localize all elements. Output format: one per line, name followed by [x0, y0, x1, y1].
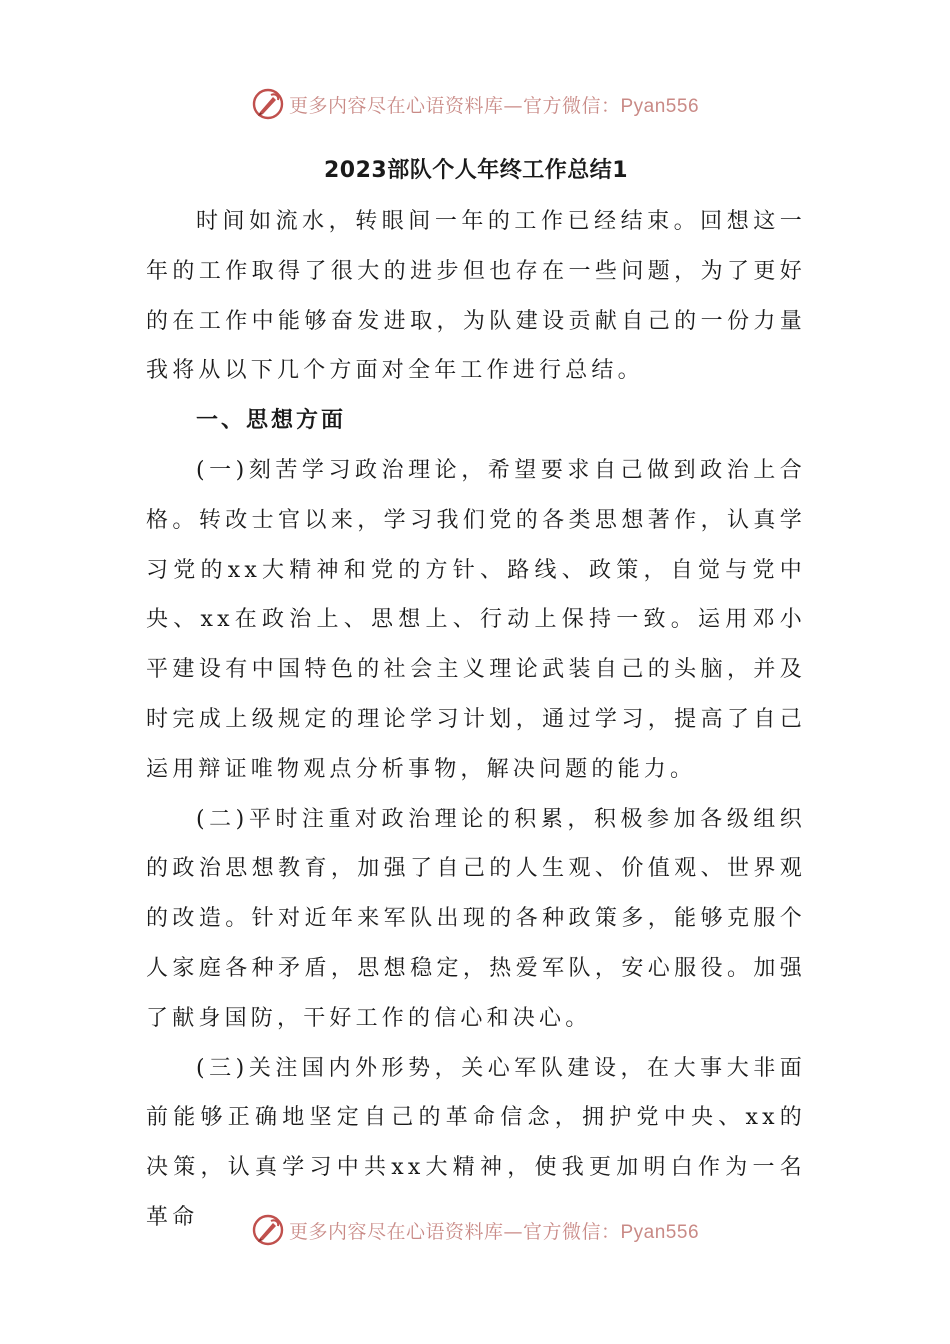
watermark-brand: Pyan556 [620, 1221, 700, 1243]
watermark-text: 更多内容尽在心语资料库—官方微信：Pyan556 [288, 94, 700, 117]
pen-circle-logo-icon [251, 1213, 285, 1247]
section-heading-thought: 一、思想方面 [196, 408, 347, 434]
watermark-footer [0, 1210, 950, 1250]
intro-paragraph: 时间如流水，转眼间一年的工作已经结束。回想这一年的工作取得了很大的进步但也存在一些问题，为了更好的在工作中能够奋发进取，为队建设贡献自己的一份力量我将从以下几个方面对全年工作进行总结。 [146, 209, 806, 384]
document-title: 2023部队个人年终工作总结1 [323, 158, 629, 183]
paragraph-1: (一)刻苦学习政治理论，希望要求自己做到政治上合格。转改士官以来，学习我们党的各类思想著作，认真学习党的xx大精神和党的方针、路线、政策，自觉与党中央、xx在政治上、思想上、行动上保持一致。运用邓小平建设有中国特色的社会主义理论武装自己的头脑，并及时完成上级规定的理论学习计划，通过学习，提高了自己运用辩证唯物观点分析事物，解决问题的能力。 [146, 457, 806, 782]
paragraph-3: (三)关注国内外形势，关心军队建设，在大事大非面前能够正确地坚定自己的革命信念，拥护党中央、xx的决策，认真学习中共xx大精神，使我更加明白作为一名革命 [146, 1055, 806, 1230]
watermark-brand: Pyan556 [620, 95, 700, 117]
watermark-header [0, 84, 950, 124]
document-body [146, 150, 806, 1243]
watermark-text: 更多内容尽在心语资料库—官方微信：Pyan556 [288, 1220, 700, 1243]
paragraph-2: (二)平时注重对政治理论的积累，积极参加各级组织的政治思想教育，加强了自己的人生观、价值观、世界观的改造。针对近年来军队出现的各种政策多，能够克服个人家庭各种矛盾，思想稳定，热爱军队，安心服役。加强了献身国防，干好工作的信心和决心。 [146, 806, 806, 1031]
pen-circle-logo-icon [251, 87, 285, 121]
